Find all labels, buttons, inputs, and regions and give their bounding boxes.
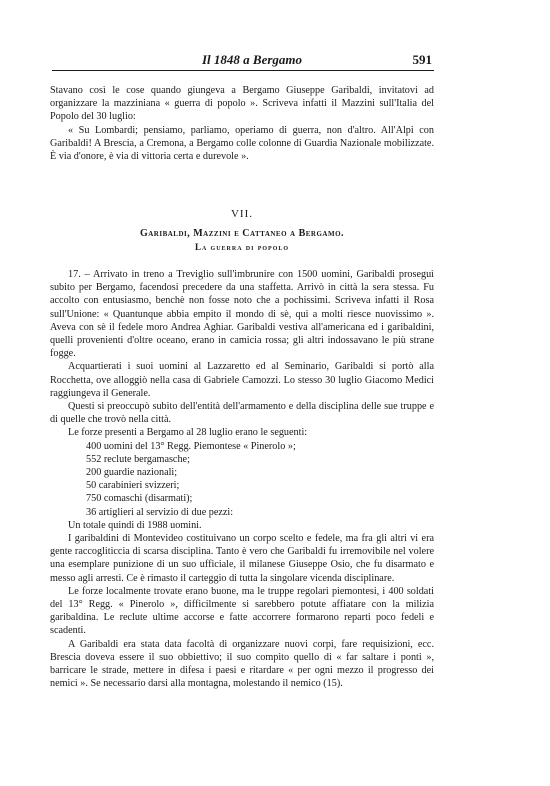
list-item: 200 guardie nazionali;: [86, 467, 178, 479]
forces-list: [50, 440, 434, 519]
list-item: 400 uomini del 13° Regg. Piemontese « Pinerolo »;: [86, 440, 296, 452]
forces-total: Un totale quindi di 1988 uomini.: [68, 519, 202, 531]
main-text: [50, 268, 434, 691]
mazzini-quote: « Su Lombardi; pensiamo, parliamo, operiamo di guerra, non d'altro. All'Alpi con Garibaldi! A Brescia, a Cremona, a Bergamo colle colonne di Guardia Nazionale mobilizzate. È via d'onore, è via di vittoria certa e durevole ».: [50, 124, 434, 163]
body-paragraph: Acquartierati i suoi uomini al Lazzaretto ed al Seminario, Garibaldi si portò alla Rocchetta, ove alloggiò nella casa di Gabriele Camozzi. Lo stesso 30 luglio Giacomo Medici raggiungeva il Generale.: [50, 361, 434, 399]
page-header: [52, 52, 432, 70]
body-paragraph: Questi si preoccupò subito dell'entità dell'armamento e della disciplina delle sue truppe e di quelle che trovò nella città.: [50, 401, 434, 426]
page-number: 591: [412, 52, 432, 67]
list-item: 36 artiglieri al servizio di due pezzi:: [86, 506, 234, 518]
body-paragraph: A Garibaldi era stata data facoltà di organizzare nuovi corpi, fare requisizioni, ecc. Brescia doveva essere il suo obbiettivo; il suo compito quello di « far saltare i ponti », barricare le strade, mettere in difesa i paesi e ritardare « per ogni mezzo il progresso dei nemici ». Se necessario darsi alla montagna, molestando il nemico (15).: [50, 638, 434, 690]
intro-paragraph: Stavano così le cose quando giungeva a Bergamo Giuseppe Garibaldi, invitatovi ad organizzare la mazziniana « guerra di popolo ». Scriveva infatti il Mazzini sull'Italia del Popolo del 30 luglio:: [50, 85, 434, 123]
body-paragraph: 17. – Arrivato in treno a Treviglio sull'imbrunire con 1500 uomini, Garibaldi proseguì subito per Bergamo, facendosi precedere da una staffetta. Arrivò in città la sera stessa. Fu accolto con entusiasmo, benchè non fosse noto che a pochissimi. Scriveva infatti il Rosa sull'Unione: « Quantunque abbia empito il mondo di sè, qui a molti riesce nuovissimo ». Aveva con sè il fedele moro Andrea Aghiar. Garibaldi vestiva all'americana ed i garibaldini, quelli provenienti d'oltre oceano, erano in camicia rossa; gli altri indossavano le più strane fogge.: [50, 269, 434, 360]
running-title: Il 1848 a Bergamo: [202, 52, 303, 67]
body-paragraph: Le forze localmente trovate erano buone, ma le truppe regolari piemontesi, i 400 soldati del 13° Regg. « Pinerolo », difficilmente si sarebbero potute affiatare con la milizia garibaldina. Le reclute ultime accorse e fatte accorrere formarono reparti poco fedeli e scadenti.: [50, 585, 434, 637]
header-rule: [52, 70, 434, 71]
intro-block: [50, 84, 434, 163]
forces-intro: Le forze presenti a Bergamo al 28 luglio erano le seguenti:: [68, 427, 308, 439]
body-paragraph: I garibaldini di Montevideo costituivano un corpo scelto e fedele, ma fra gli altri vi era gente raccogliticcia di scarsa disciplina. Tanto è vero che Garibaldi fu irremovibile nel volere una esemplare punizione di un suo ufficiale, il milanese Giuseppe Osio, che fu disarmato e messo agli arresti. Ce è rimasto il carteggio di tutta la singolare vicenda disciplinare.: [50, 533, 434, 584]
list-item: 50 carabinieri svizzeri;: [86, 480, 180, 492]
section-title: Garibaldi, Mazzini e Cattaneo a Bergamo.: [139, 228, 345, 239]
list-item: 750 comaschi (disarmati);: [86, 493, 193, 505]
section-subtitle: La guerra di popolo: [194, 242, 290, 252]
section-number: VII.: [230, 208, 254, 220]
list-item: 552 reclute bergamasche;: [86, 453, 190, 465]
